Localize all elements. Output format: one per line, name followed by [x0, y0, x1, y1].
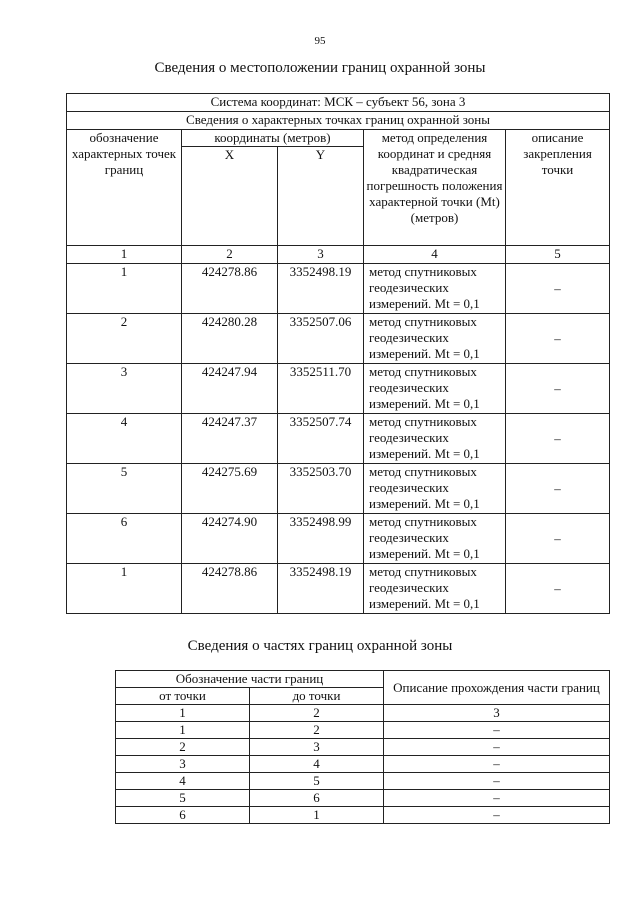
description-cell: – [506, 264, 610, 314]
y-cell: 3352498.19 [278, 564, 364, 614]
x-cell: 424275.69 [182, 464, 278, 514]
header-y: Y [278, 147, 364, 246]
table-row [116, 722, 610, 739]
method-cell: метод спутниковых геодезических измерений. Mt = 0,1 [364, 514, 506, 564]
y-cell: 3352503.70 [278, 464, 364, 514]
x-cell: 424247.94 [182, 364, 278, 414]
table-row [116, 739, 610, 756]
point-cell: 3 [67, 364, 182, 414]
description-cell: – [506, 564, 610, 614]
part-description-cell: – [384, 790, 610, 807]
method-cell: метод спутниковых геодезических измерений. Mt = 0,1 [364, 264, 506, 314]
coordinates-table [66, 93, 610, 614]
from-cell: 4 [116, 773, 250, 790]
from-cell: 1 [116, 722, 250, 739]
y-cell: 3352511.70 [278, 364, 364, 414]
table-row [67, 364, 610, 414]
point-cell: 1 [67, 264, 182, 314]
table-row [116, 756, 610, 773]
description-cell: – [506, 414, 610, 464]
parts-title: Сведения о частях границ охранной зоны [187, 638, 453, 654]
table-row [67, 564, 610, 614]
description-cell: – [506, 364, 610, 414]
x-cell: 424278.86 [182, 264, 278, 314]
header-part-description: Описание прохождения части границ [384, 671, 610, 705]
header-x: X [182, 147, 278, 246]
table-row [67, 264, 610, 314]
header-from-point: от точки [116, 688, 250, 705]
to-cell: 6 [250, 790, 384, 807]
to-cell: 4 [250, 756, 384, 773]
to-cell: 5 [250, 773, 384, 790]
header-designation: Обозначение части границ [116, 671, 384, 688]
table-row [116, 807, 610, 824]
column-number: 2 [182, 246, 278, 264]
column-number: 3 [278, 246, 364, 264]
method-cell: метод спутниковых геодезических измерений. Mt = 0,1 [364, 564, 506, 614]
x-cell: 424247.37 [182, 414, 278, 464]
column-number: 5 [506, 246, 610, 264]
column-number: 3 [384, 705, 610, 722]
description-cell: – [506, 464, 610, 514]
table-subtitle: Сведения о характерных точках границ охранной зоны [67, 112, 610, 130]
description-cell: – [506, 314, 610, 364]
part-description-cell: – [384, 756, 610, 773]
part-description-cell: – [384, 739, 610, 756]
column-number: 2 [250, 705, 384, 722]
part-description-cell: – [384, 773, 610, 790]
point-cell: 4 [67, 414, 182, 464]
column-number: 1 [67, 246, 182, 264]
description-cell: – [506, 514, 610, 564]
y-cell: 3352498.99 [278, 514, 364, 564]
method-cell: метод спутниковых геодезических измерений. Mt = 0,1 [364, 414, 506, 464]
column-number: 1 [116, 705, 250, 722]
x-cell: 424274.90 [182, 514, 278, 564]
method-cell: метод спутниковых геодезических измерений. Mt = 0,1 [364, 314, 506, 364]
column-number: 4 [364, 246, 506, 264]
table-row [67, 514, 610, 564]
to-cell: 3 [250, 739, 384, 756]
to-cell: 1 [250, 807, 384, 824]
header-point: обозначение характерных точек границ [67, 130, 182, 246]
page-number: 95 [314, 35, 326, 47]
x-cell: 424280.28 [182, 314, 278, 364]
table-row [116, 790, 610, 807]
to-cell: 2 [250, 722, 384, 739]
header-to-point: до точки [250, 688, 384, 705]
coordinate-system: Система координат: МСК – субъект 56, зона 3 [67, 94, 610, 112]
header-method: метод определения координат и средняя квадратическая погрешность положения характерной точки (Mt) (метров) [364, 130, 506, 246]
from-cell: 2 [116, 739, 250, 756]
y-cell: 3352507.06 [278, 314, 364, 364]
table-row [67, 464, 610, 514]
part-description-cell: – [384, 722, 610, 739]
part-description-cell: – [384, 807, 610, 824]
point-cell: 2 [67, 314, 182, 364]
point-cell: 5 [67, 464, 182, 514]
header-description: описание закрепления точки [506, 130, 610, 246]
table-row [67, 414, 610, 464]
point-cell: 1 [67, 564, 182, 614]
table-row [116, 773, 610, 790]
from-cell: 6 [116, 807, 250, 824]
y-cell: 3352507.74 [278, 414, 364, 464]
page-title: Сведения о местоположении границ охранной зоны [154, 60, 486, 76]
boundary-parts-table [115, 670, 610, 824]
from-cell: 3 [116, 756, 250, 773]
point-cell: 6 [67, 514, 182, 564]
from-cell: 5 [116, 790, 250, 807]
y-cell: 3352498.19 [278, 264, 364, 314]
header-coordinates: координаты (метров) [182, 130, 364, 147]
table-row [67, 314, 610, 364]
x-cell: 424278.86 [182, 564, 278, 614]
method-cell: метод спутниковых геодезических измерений. Mt = 0,1 [364, 364, 506, 414]
method-cell: метод спутниковых геодезических измерений. Mt = 0,1 [364, 464, 506, 514]
